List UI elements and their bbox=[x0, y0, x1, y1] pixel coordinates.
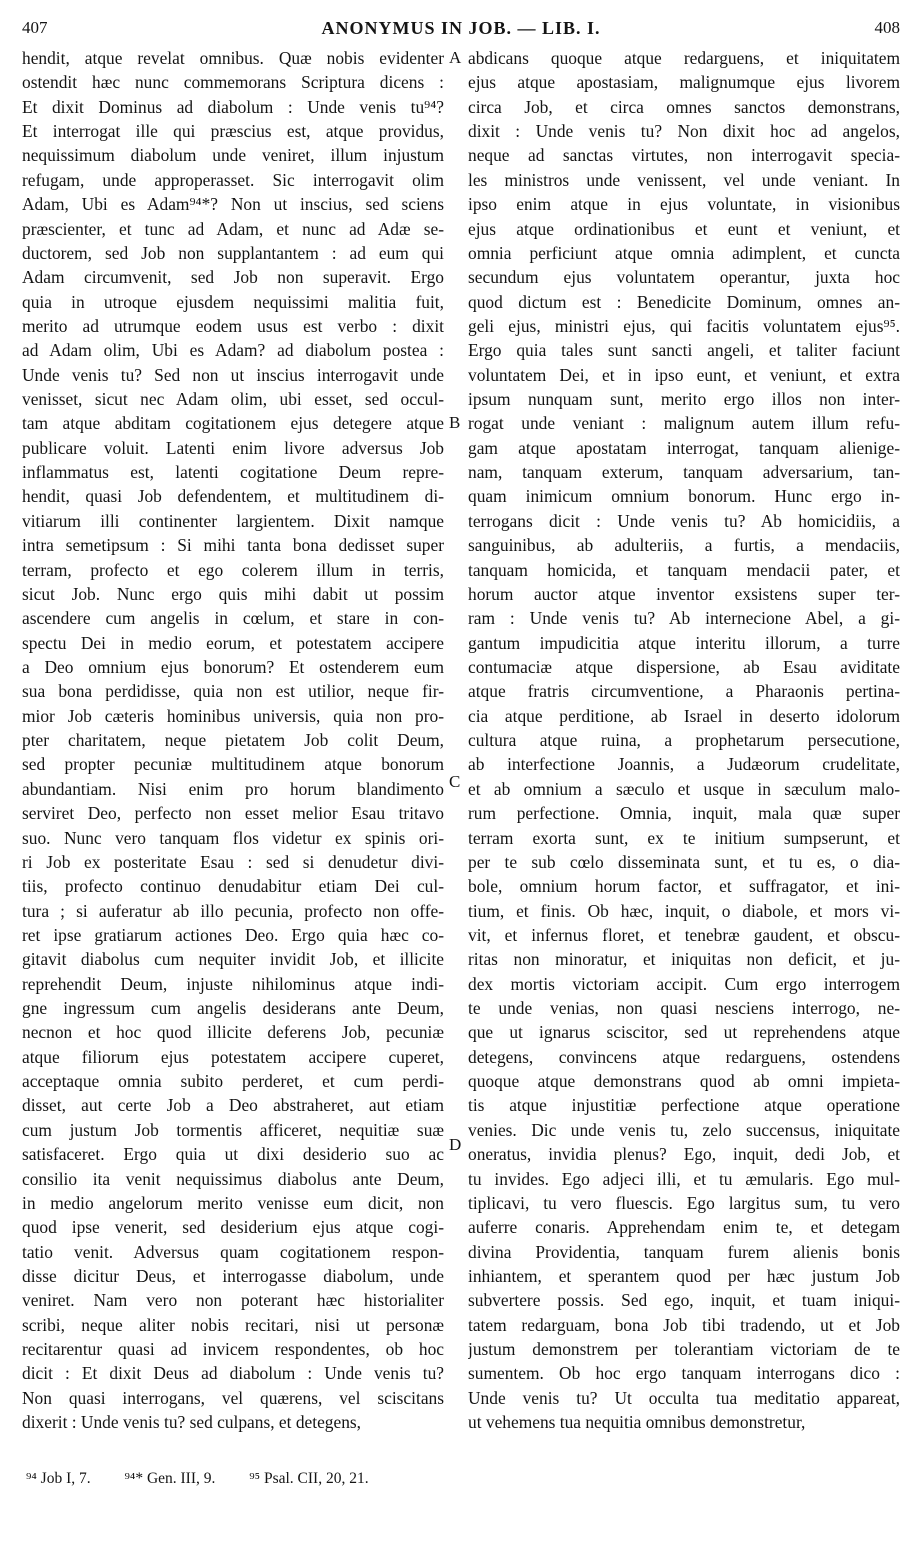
text-line: ad Adam olim, Ubi es Adam? ad diabolum postea : bbox=[22, 340, 444, 361]
text-line: scribi, neque aliter nobis recitari, nisi ut personæ bbox=[22, 1314, 444, 1335]
text-line: quia in utroque ejusdem nequissimi malitia fuit, bbox=[22, 291, 444, 312]
text-line: tanquam homicida, et tanquam mendacii pater, et bbox=[468, 559, 900, 580]
text-line: Unde venis tu? Ut occulta tua meditatio appareat, bbox=[468, 1387, 900, 1408]
text-line: vitiarum illi continenter largientem. Dixit namque bbox=[22, 510, 444, 531]
right-column bbox=[468, 46, 900, 1434]
running-title: ANONYMUS IN JOB. — LIB. I. bbox=[321, 18, 601, 38]
text-line: nam, tanquam exterum, tanquam adversarium, tan- bbox=[468, 462, 900, 483]
text-line: hendit, quasi Job defendentem, et multitudinem di- bbox=[22, 486, 444, 507]
footnote: ⁹⁴ Job I, 7. bbox=[26, 1470, 91, 1487]
text-line: rogat unde veniant : malignum autem illum refu- bbox=[468, 413, 900, 434]
text-line: serviret Deo, perfecto non esset melior Esau tritavo bbox=[22, 803, 444, 824]
text-line: ejus atque apostasiam, malignumque ejus livorem bbox=[468, 72, 900, 93]
margin-letter-b: B bbox=[449, 413, 461, 432]
text-line: ipso enim atque in ejus voluntate, in visionibus bbox=[468, 194, 900, 215]
text-line: ut vehemens tua nequitia omnibus demonstretur, bbox=[468, 1412, 806, 1433]
text-line: ascendere cum angelis in cœlum, et stare in con- bbox=[22, 608, 444, 629]
text-line: Non quasi interrogans, vel quærens, vel sciscitans bbox=[22, 1387, 444, 1408]
text-line: tiis, profecto continuo denudabitur etiam Dei cul- bbox=[22, 876, 444, 897]
text-line: te unde venias, non quasi nesciens interrogo, ne- bbox=[468, 998, 900, 1019]
text-line: quod ipse venerit, sed desiderium ejus atque cogi- bbox=[22, 1217, 444, 1238]
footnotes bbox=[26, 1470, 399, 1488]
text-line: sed propter pecuniæ multitudinem atque bonorum bbox=[22, 754, 444, 775]
text-line: geli ejus, ministri ejus, qui facitis voluntatem ejus⁹⁵. bbox=[468, 315, 900, 336]
text-line: cum justum Job tormentis afficeret, nequitiæ suæ bbox=[22, 1119, 444, 1140]
text-line: terram, profecto et ego colerem illum in terris, bbox=[22, 559, 444, 580]
text-line: a Deo omnium ejus bonorum? Et ostenderem eum bbox=[22, 656, 444, 677]
text-line: tu invides. Ego adjeci illi, et tu æmularis. Ego mul- bbox=[468, 1168, 900, 1189]
text-line: abdicans quoque atque redarguens, et iniquitatem bbox=[468, 48, 900, 68]
text-line: vit, et infernus floret, et tenebræ gaudent, et obscu- bbox=[468, 924, 900, 945]
text-line: satisfaceret. Ergo quia ut dixi desiderio suo ac bbox=[22, 1144, 444, 1165]
page-number-right: 408 bbox=[874, 18, 900, 37]
text-line: tiplicavi, tu vero fluescis. Ego largitus sum, tu vero bbox=[468, 1192, 900, 1213]
text-line: oneratus, invidia plenus? Ego, inquit, dedi Job, et bbox=[468, 1144, 900, 1165]
text-line: gne ingressum cum angelis desiderans ante Deum, bbox=[22, 998, 444, 1019]
text-line: ram : Unde venis tu? Ab internecione Abel, a gi- bbox=[468, 608, 900, 629]
text-line: mior Job cæteris hominibus universis, quia non pro- bbox=[22, 705, 444, 726]
margin-letter-a: A bbox=[449, 48, 462, 67]
text-line: Et dixit Dominus ad diabolum : Unde venis tu⁹⁴? bbox=[22, 96, 444, 117]
text-line: ductorem, sed Job non supplantantem : ad eum qui bbox=[22, 242, 444, 263]
text-line: suo. Nunc vero tanquam flos videtur ex spinis ori- bbox=[22, 827, 444, 848]
text-line: ri Job ex posteritate Esau : sed si denudetur divi- bbox=[22, 851, 444, 872]
text-line: publicare voluit. Latenti enim livore adversus Job bbox=[22, 437, 444, 458]
text-line: veniret. Nam vero non poterant hæc historialiter bbox=[22, 1290, 444, 1311]
text-line: bole, omnium horum factor, et suffragator, et ini- bbox=[468, 876, 900, 897]
left-column bbox=[22, 46, 444, 1434]
text-line: refugam, unde approperasset. Sic interrogavit olim bbox=[22, 169, 444, 190]
text-line: Et interrogat ille qui præscius est, atque providus, bbox=[22, 121, 444, 142]
margin-letter-c: C bbox=[449, 772, 461, 791]
text-line: quod dictum est : Benedicite Dominum, omnes an- bbox=[468, 291, 900, 312]
text-line: omnia perficiunt atque omnia adimplent, et cuncta bbox=[468, 242, 900, 263]
text-line: spectu Dei in medio eorum, et potestatem accipere bbox=[22, 632, 444, 653]
text-line: gam atque apostatam interrogat, tanquam alienige- bbox=[468, 437, 900, 458]
text-line: cultura atque ruina, a prophetarum persecutione, bbox=[468, 730, 900, 751]
text-line: auferre conaris. Apprehendam enim te, et detegam bbox=[468, 1217, 900, 1238]
text-line: ret ipse gratiarum actiones Deo. Ergo quia hæc co- bbox=[22, 924, 444, 945]
text-line: dex mortis victoriam accipit. Cum ergo interrogem bbox=[468, 973, 900, 994]
text-line: reprehendit Deum, injuste nihilominus atque indi- bbox=[22, 973, 444, 994]
text-line: abundantiam. Nisi enim pro horum blandimento bbox=[22, 778, 444, 799]
text-line: Ergo quia tales sunt sancti angeli, et taliter faciunt bbox=[468, 340, 900, 361]
text-line: recitarentur quasi ad invicem respondentes, ob hoc bbox=[22, 1339, 444, 1360]
text-line: secundum ejus voluntatem operantur, juxta hoc bbox=[468, 267, 900, 288]
text-line: per te sub cœlo disseminata sunt, et tu es, o dia- bbox=[468, 851, 900, 872]
text-line: subvertere possis. Sed ego, inquit, et tuam iniqui- bbox=[468, 1290, 900, 1311]
text-line: ejus atque ordinationibus et eunt et veniunt, et bbox=[468, 218, 900, 239]
text-line: sua bona perdidisse, quia non est utilior, neque fir- bbox=[22, 681, 444, 702]
text-line: Adam circumvenit, sed Job non superavit. Ergo bbox=[22, 267, 444, 288]
text-line: tium, et finis. Ob hæc, inquit, o diabole, et mors vi- bbox=[468, 900, 900, 921]
text-line: gantum impudicitia atque interitu illorum, a turre bbox=[468, 632, 900, 653]
text-line: voluntatem Dei, et in ipso eunt, et veniunt, et extra bbox=[468, 364, 900, 385]
text-line: disset, aut certe Job a Deo abstraheret, aut etiam bbox=[22, 1095, 444, 1116]
text-line: dixerit : Unde venis tu? sed culpans, et detegens, bbox=[22, 1412, 362, 1433]
text-line: merito ad utrumque eodem usus est verbo : dixit bbox=[22, 315, 444, 336]
text-line: disse dicitur Deus, et interrogasse diabolum, unde bbox=[22, 1265, 444, 1286]
text-line: tis atque injustitiæ perfectione atque operatione bbox=[468, 1095, 900, 1116]
text-line: tura ; si auferatur ab illo pecunia, profecto non offe- bbox=[22, 900, 444, 921]
text-line: sanguinibus, ab adulteriis, a furtis, a mendaciis, bbox=[468, 535, 900, 556]
footnote: ⁹⁵ Psal. CII, 20, 21. bbox=[249, 1470, 369, 1487]
text-line: gitavit diabolus cum nequiter invidit Job, et illicite bbox=[22, 949, 444, 970]
text-line: sicut Job. Nunc ergo quis mihi dabit ut possim bbox=[22, 583, 444, 604]
text-line: ipsum nunquam sunt, merito ergo illos non inter- bbox=[468, 389, 900, 410]
text-line: detegens, convincens atque redarguens, ostendens bbox=[468, 1046, 900, 1067]
text-line: intra semetipsum : Si mihi tanta bona dedisset super bbox=[22, 535, 444, 556]
text-line: neque ad sanctas virtutes, non interrogavit specia- bbox=[468, 145, 900, 166]
text-line: consilio ita venit nequissimus diabolus ante Deum, bbox=[22, 1168, 444, 1189]
text-line: tatem redarguam, bona Job tibi tradendo, ut et Job bbox=[468, 1314, 900, 1335]
margin-letter-d: D bbox=[449, 1135, 462, 1154]
text-line: nequissimum diabolum unde veniret, illum injustum bbox=[22, 145, 444, 166]
text-line: præscienter, et tunc ad Adam, et nunc ad Adæ se- bbox=[22, 218, 444, 239]
text-line: ostendit hæc nunc commemorans Scriptura dicens : bbox=[22, 72, 444, 93]
text-line: divina Providentia, tanquam furem alienis bonis bbox=[468, 1241, 900, 1262]
text-line: tam atque abditam cogitationem ejus detegere atque bbox=[22, 413, 444, 434]
text-line: circa Job, et circa omnes sanctos demonstrans, bbox=[468, 96, 900, 117]
text-line: ab interfectione Joannis, a Judæorum crudelitate, bbox=[468, 754, 900, 775]
text-line: dicit : Et dixit Deus ad diabolum : Unde venis tu? bbox=[22, 1363, 444, 1384]
text-line: quam inimicum omnium bonorum. Hunc ergo in- bbox=[468, 486, 900, 507]
text-line: atque filiorum ejus potestatem accipere cuperet, bbox=[22, 1046, 444, 1067]
text-line: justum demonstrem per tolerantiam victoriam de te bbox=[468, 1339, 900, 1360]
text-line: terrogans dicit : Unde venis tu? Ab homicidiis, a bbox=[468, 510, 900, 531]
text-line: ritas non minoratur, et iniquitas non deficit, et ju- bbox=[468, 949, 900, 970]
text-line: acceptaque omnia subito perderet, et cum perdi- bbox=[22, 1071, 444, 1092]
text-line: sumentem. Ob hoc ergo tanquam interrogans dico : bbox=[468, 1363, 900, 1384]
text-line: pter charitatem, neque pietatem Job colit Deum, bbox=[22, 730, 444, 751]
text-line: necnon et hoc quod illicite deferens Job, pecuniæ bbox=[22, 1022, 444, 1043]
footnote: ⁹⁴* Gen. III, 9. bbox=[124, 1470, 216, 1487]
text-line: in medio angelorum merito venisse eum dicit, non bbox=[22, 1192, 444, 1213]
text-line: venies. Dic unde venis tu, zelo succensus, iniquitate bbox=[468, 1119, 900, 1140]
text-line: horum auctor atque inventor exsistens super ter- bbox=[468, 583, 900, 604]
text-line: terram exorta sunt, ex te initium sumpserunt, et bbox=[468, 827, 900, 848]
text-line: inhiantem, et sperantem quod per hæc justum Job bbox=[468, 1265, 900, 1286]
text-line: et ab omnium a sæculo et usque in sæculum malo- bbox=[468, 778, 900, 799]
text-line: dixit : Unde venis tu? Non dixit hoc ad angelos, bbox=[468, 121, 900, 142]
page-header bbox=[22, 18, 900, 44]
text-line: Adam, Ubi es Adam⁹⁴*? Non ut inscius, sed sciens bbox=[22, 194, 444, 215]
text-line: les ministros unde venissent, vel unde veniant. In bbox=[468, 169, 900, 190]
text-line: que ut ignarus sciscitor, sed ut reprehendens atque bbox=[468, 1022, 900, 1043]
text-line: Unde venis tu? Sed non ut inscius interrogavit unde bbox=[22, 364, 444, 385]
text-line: inflammatus est, latenti cogitatione Deum repre- bbox=[22, 462, 444, 483]
text-line: contumaciæ atque dispersione, ab Esau aviditate bbox=[468, 656, 900, 677]
text-line: tatio venit. Adversus quam cogitationem respon- bbox=[22, 1241, 444, 1262]
text-line: atque fratris circumventione, a Pharaonis pertina- bbox=[468, 681, 900, 702]
text-line: venisset, sicut nec Adam olim, ubi esset, sed occul- bbox=[22, 389, 444, 410]
text-line: hendit, atque revelat omnibus. Quæ nobis evidenter bbox=[22, 48, 444, 68]
page-number-left: 407 bbox=[22, 18, 48, 37]
text-line: rum perfectione. Omnia, inquit, mala quæ super bbox=[468, 803, 900, 824]
text-line: quoque atque demonstrans quod ab omni impieta- bbox=[468, 1071, 900, 1092]
text-line: cia atque perditione, ab Israel in deserto idolorum bbox=[468, 705, 900, 726]
